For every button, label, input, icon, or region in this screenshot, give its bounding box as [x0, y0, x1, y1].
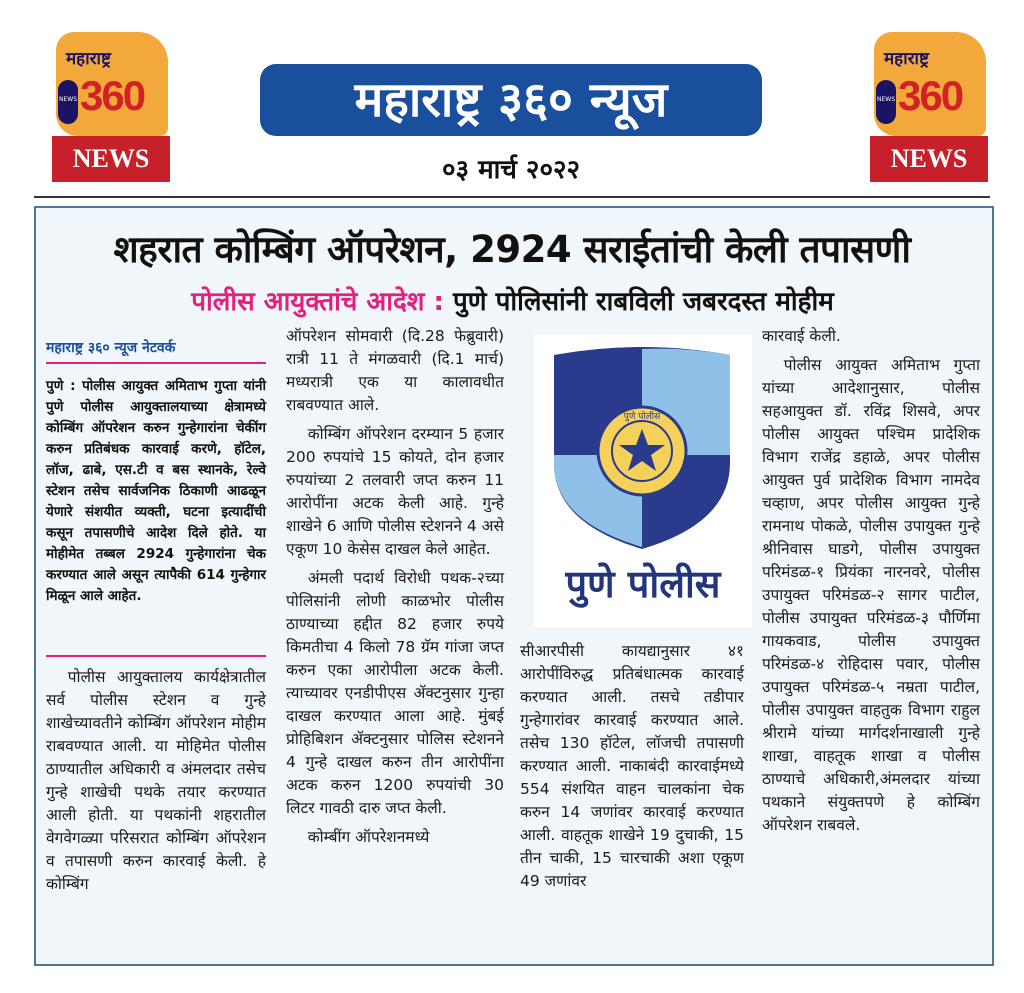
logo-brand: महाराष्ट्र: [884, 49, 929, 69]
microphone-icon: NEWS: [876, 80, 896, 124]
police-shield-icon: [544, 343, 740, 553]
paragraph: पोलीस आयुक्त अमिताभ गुप्ता यांच्या आदेशानुसार, पोलीस सहआयुक्त डॉ. रविंद्र शिसवे, अपर पोलीस आयुक्त पश्चिम प्रादेशिक विभाग राजेंद्र डहाळे, अपर पोलीस आयुक्त पुर्व प्रादेशिक विभाग नामदेव चव्हाण, अपर पोलीस आयुक्त गुन्हे रामनाथ पोकळे, पोलीस उपायुक्त गुन्हे श्रीनिवास घाडगे, पोलीस उपायुक्त परिमंडळ-१ प्रियंका नारनवरे, पोलीस उपायुक्त परिमंडळ-२ सागर पाटील, पोलीस उपायुक्त परिमंडळ-३ पौर्णिमा गायकवाड, पोलीस उपायुक्त परिमंडळ-४ रोहिदास पवार, पोलीस उपायुक्त परिमंडळ-५ नम्रता पाटील, पोलीस उपायुक्त वाहतुक विभाग राहुल श्रीरामे यांच्या मार्गदर्शनाखाली गुन्हे शाखा, वाहतूक शाखा व पोलीस ठाण्याचे अधिकारी,अंमलदार यांच्या पथकाने संयुक्तपणे हे कोम्बिंग ऑपरेशन राबवले.: [762, 356, 980, 834]
column-1: [46, 666, 266, 902]
paragraph: कारवाई केली.: [762, 327, 841, 345]
paragraph: कोम्बींग ऑपरेशनमध्ये: [307, 828, 430, 846]
header-divider: [34, 196, 990, 198]
news-logo-right: [870, 32, 988, 182]
subhead-text: पुणे पोलिसांनी राबविली जबरदस्त मोहीम: [453, 287, 834, 317]
byline: महाराष्ट्र ३६० न्यूज नेटवर्क: [46, 340, 176, 356]
intro-paragraph: पुणे : पोलीस आयुक्त अमिताभ गुप्ता यांनी पुणे पोलीस आयुक्तालयाच्या क्षेत्रामध्ये कोम्बिंग ऑपरेशन करुन गुन्हेगारांना चेकींग करुन प्रतिबंधक कारवाई करणे, हॉटेल, लॉज, ढाबे, एस.टी व बस स्थानके, रेल्वे स्टेशन तसेच सार्वजनिक ठिकाणी आढळून येणारे संशयीत व्यक्ती, घटना इत्यादींची कसून तपासणीचे आदेश दिले होते. या मोहीमेत तब्बल 2924 गुन्हेगारांना चेक करण्यात आले असून त्यापैकी 614 गुन्हेगार मिळून आले आहेत.: [46, 378, 266, 604]
paragraph: अंमली पदार्थ विरोधी पथक-२च्या पोलिसांनी लोणी काळभोर पोलीस ठाण्याच्या हद्दीत 82 हजार रुपये किमतीचा 4 किलो 78 ग्रॅम गांजा जप्त करुन एका आरोपीला अटक केली. त्याच्यावर एनडीपीएस ॲक्टनुसार गुन्हा दाखल करण्यात आला आहे. मुंबई प्रोहिबिशन ॲक्टनुसार पोलिस स्टेशनने 4 गुन्हे दाखल करुन तीन आरोपींना अटक करुन 1200 रुपयांची 30 लिटर गावठी दारु जप्त केली.: [286, 569, 504, 817]
logo-ribbon: NEWS: [870, 136, 988, 182]
paragraph: सीआरपीसी कायद्यानुसार ४१ आरोपींविरुद्ध प्रतिबंधात्मक कारवाई करण्यात आली. तसचे तडीपार गुन्हेगारांवर कारवाई करण्यात आले. तसेच 130 हॉटेल, लॉजची तपासणी करण्यात आली. नाकाबंदी कारवाईमध्ये 554 संशयित वाहन चालकांना चेक करुन 14 जणांवर कारवाई करण्यात आली. वाहतूक शाखेने 19 दुचाकी, 15 तीन चाकी, 15 चारचाकी अशा एकूण 49 जणांवर: [520, 642, 744, 890]
subhead-label: पोलीस आयुक्तांचे आदेश :: [191, 287, 444, 317]
paragraph: पोलीस आयुक्तालय कार्यक्षेत्रातील सर्व पोलीस स्टेशन व गुन्हे शाखेच्यावतीने कोम्बिंग ऑपरेशन मोहीम राबवण्यात आली. या मोहिमेत पोलीस ठाण्यातील अधिकारी व अंमलदार तसेच गुन्हे शाखेची पथके तयार करण्यात आली होती. या पथकांनी शहरातील वेगवेगळ्या परिसरात कोम्बिंग ऑपरेशन व तपासणी करुन कारवाई केली. हे कोम्बिंग: [46, 668, 266, 893]
logo-number: 360: [80, 72, 145, 119]
masthead-title: महाराष्ट्र ३६० न्यूज: [260, 64, 762, 136]
divider-line: [46, 655, 266, 657]
svg-text:पुणे पोलीस: पुणे पोलीस: [623, 412, 661, 422]
pune-police-logo-image: [534, 335, 752, 627]
news-logo-left: [52, 32, 170, 182]
column-2: [286, 325, 504, 855]
divider-line: [46, 362, 266, 364]
logo-brand: महाराष्ट्र: [66, 49, 111, 69]
headline: शहरात कोम्बिंग ऑपरेशन, 2924 सराईतांची केली तपासणी: [113, 228, 911, 271]
logo-number: 360: [898, 72, 963, 119]
paragraph: कोम्बिंग ऑपरेशन दरम्यान 5 हजार 200 रुपयांचे 15 कोयते, दोन हजार रुपयांच्या 2 तलवारी जप्त करुन 11 आरोपींना अटक केली आहे. गुन्हे शाखेने 6 आणि पोलीस स्टेशनने 4 असे एकूण 10 केसेस दाखल केले आहेत.: [286, 425, 504, 558]
logo-ribbon: NEWS: [52, 136, 170, 182]
image-caption: पुणे पोलीस: [565, 562, 721, 606]
paragraph: ऑपरेशन सोमवारी (दि.28 फेब्रुवारी) रात्री 11 ते मंगळवारी (दि.1 मार्च) मध्यरात्री एक या कालावधीत राबवण्यात आले.: [286, 327, 504, 414]
column-3: [520, 640, 744, 899]
microphone-icon: NEWS: [58, 80, 78, 124]
column-4: [762, 325, 980, 843]
subheadline: [90, 282, 935, 318]
publication-date: ०३ मार्च २०२२: [441, 155, 581, 185]
